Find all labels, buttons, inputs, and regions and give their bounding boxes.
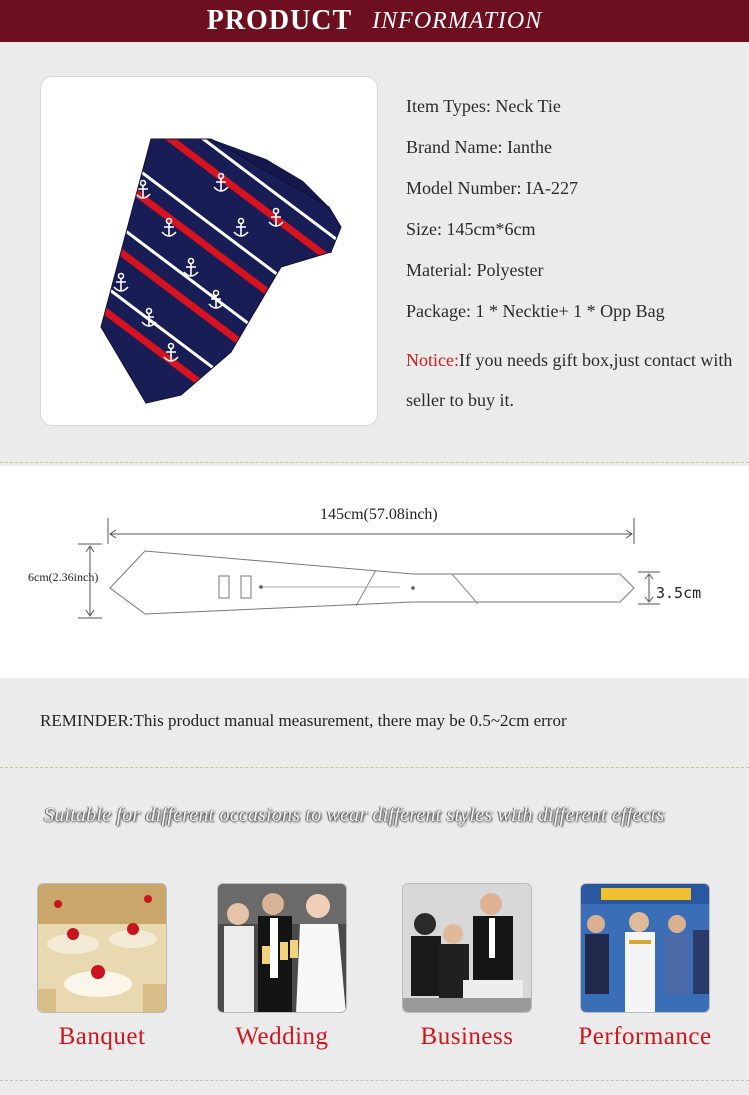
occasion-performance (580, 883, 710, 1051)
spec-brand-name: Brand Name: Ianthe (406, 137, 552, 157)
header-title-bold: PRODUCT (206, 5, 353, 36)
occasion-section (0, 768, 749, 1095)
necktie-anchor-pattern-icon (41, 77, 378, 426)
occasion-label: Banquet (58, 1023, 146, 1050)
occasion-label: Performance (578, 1023, 712, 1050)
header-title-italic: INFORMATION (372, 7, 543, 34)
spec-list (406, 94, 736, 420)
width-label: 6cm(2.36inch) (28, 570, 99, 584)
uniform-performance-photo (580, 883, 710, 1013)
occasion-wedding (217, 883, 347, 1051)
spec-material: Material: Polyester (406, 260, 544, 280)
occasion-banquet (37, 883, 167, 1051)
divider (0, 462, 749, 463)
notice-text (406, 340, 736, 420)
spec-model-number: Model Number: IA-227 (406, 178, 578, 198)
notice-body: If you needs gift box,just contact with seller to buy it. (406, 350, 733, 410)
occasion-label: Wedding (235, 1023, 329, 1050)
measurement-diagram (0, 466, 749, 678)
banquet-hall-photo (37, 883, 167, 1013)
header-bar (0, 0, 749, 42)
business-meeting-photo (402, 883, 532, 1013)
wedding-toast-photo (217, 883, 347, 1013)
spec-package: Package: 1 * Necktie+ 1 * Opp Bag (406, 301, 665, 321)
reminder-section (0, 678, 749, 768)
reminder-text: REMINDER:This product manual measurement, there may be 0.5~2cm error (40, 711, 567, 730)
length-label: 145cm(57.08inch) (320, 506, 438, 523)
divider (0, 1080, 749, 1081)
occasion-label: Business (420, 1023, 514, 1050)
spec-size: Size: 145cm*6cm (406, 219, 536, 239)
notice-label: Notice: (406, 350, 459, 370)
occasion-tagline: Suitable for different occasions to wear different styles with different effects (44, 804, 665, 826)
spec-item-type: Item Types: Neck Tie (406, 96, 561, 116)
product-info-section (0, 42, 749, 460)
tie-dimension-diagram (0, 466, 749, 678)
narrow-width-label: 3.5cm (656, 584, 702, 602)
product-image-card (40, 76, 378, 426)
occasion-business (402, 883, 532, 1051)
